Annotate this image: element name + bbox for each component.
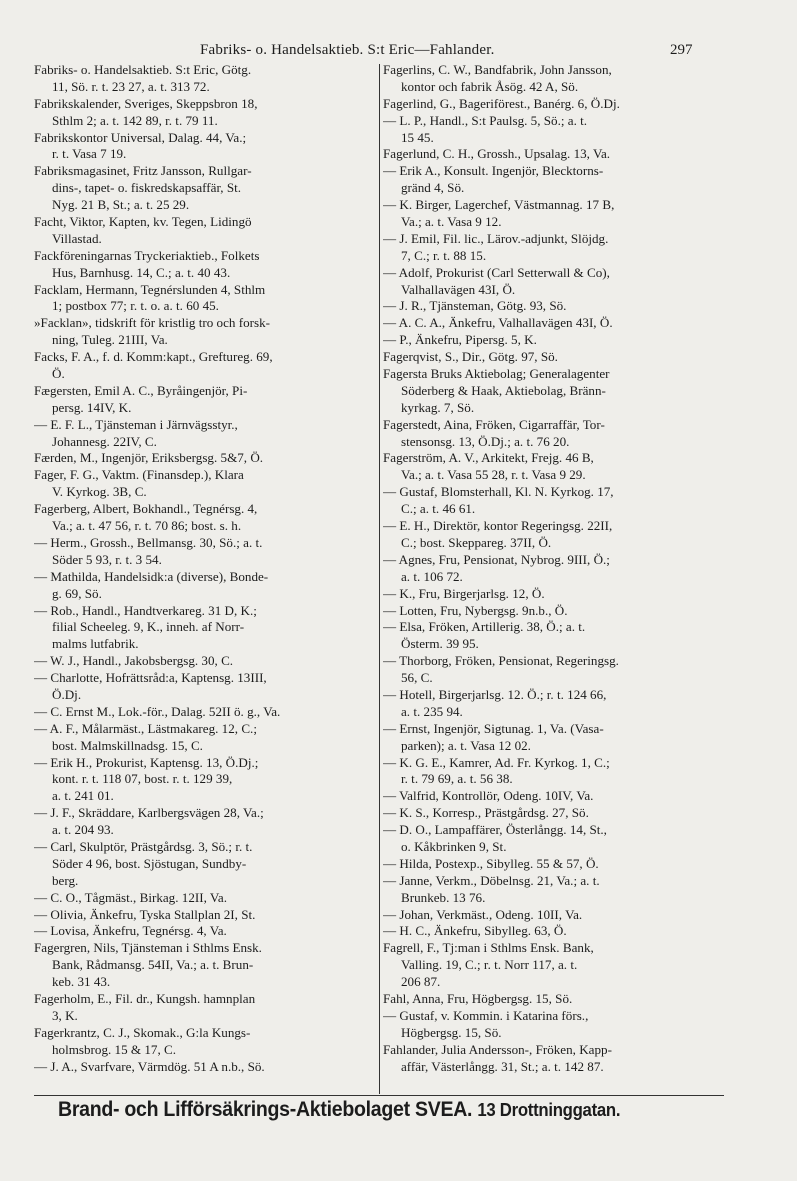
directory-line: 3, K. <box>52 1007 78 1023</box>
directory-line: Valhallavägen 43I, Ö. <box>401 281 516 297</box>
directory-line: — L. P., Handl., S:t Paulsg. 5, Sö.; a. t. <box>383 112 588 128</box>
directory-line: Fagerqvist, S., Dir., Götg. 97, Sö. <box>383 349 558 365</box>
directory-line: 15 45. <box>401 129 434 145</box>
directory-line: Ö.Dj. <box>52 686 82 702</box>
running-header <box>0 38 797 62</box>
directory-line: — H. C., Änkefru, Sibylleg. 63, Ö. <box>383 923 567 939</box>
directory-line: Facht, Viktor, Kapten, kv. Tegen, Lidingö <box>34 214 252 230</box>
directory-line: stensonsg. 13, Ö.Dj.; a. t. 76 20. <box>401 433 570 449</box>
directory-line: — Mathilda, Handelsidk:a (diverse), Bonde- <box>34 568 269 584</box>
directory-line: o. Kåkbrinken 9, St. <box>401 838 507 854</box>
directory-line: Fagerkrantz, C. J., Skomak., G:la Kungs- <box>34 1024 251 1040</box>
directory-line: r. t. Vasa 7 19. <box>52 146 127 162</box>
directory-line: — Hotell, Birgerjarlsg. 12. Ö.; r. t. 124 66, <box>383 686 607 702</box>
directory-line: Va.; a. t. Vasa 55 28, r. t. Vasa 9 29. <box>401 467 586 483</box>
directory-line: Fagerlind, G., Bageriförest., Banérg. 6, Ö.Dj. <box>383 95 620 111</box>
directory-line: C.; bost. Skeppareg. 37II, Ö. <box>401 534 552 550</box>
directory-line: — P., Änkefru, Pipersg. 5, K. <box>383 332 537 348</box>
directory-line: Fahlander, Julia Andersson-, Fröken, Kapp- <box>383 1041 612 1057</box>
directory-line: — Hilda, Postexp., Sibylleg. 55 & 57, Ö. <box>383 855 599 871</box>
directory-line: Fagergren, Nils, Tjänsteman i Sthlms Ensk. <box>34 940 262 956</box>
directory-line: a. t. 204 93. <box>52 822 114 838</box>
directory-line: Villastad. <box>52 230 102 246</box>
directory-line: — C. Ernst M., Lok.-för., Dalag. 52II ö. g., Va. <box>34 703 281 719</box>
directory-line: Bank, Rådmansg. 54II, Va.; a. t. Brun- <box>52 957 254 973</box>
directory-line: — Valfrid, Kontrollör, Odeng. 10IV, Va. <box>383 788 594 804</box>
directory-line: gränd 4, Sö. <box>401 180 465 196</box>
directory-line: Högbergsg. 15, Sö. <box>401 1024 502 1040</box>
directory-line: Nyg. 21 B, St.; a. t. 25 29. <box>52 197 190 213</box>
right-column <box>383 62 783 1075</box>
directory-line: Fagerstedt, Aina, Fröken, Cigarraffär, Tor- <box>383 416 605 432</box>
directory-line: a. t. 235 94. <box>401 703 463 719</box>
directory-line: — J. F., Skräddare, Karlbergsvägen 28, Va.; <box>34 805 264 821</box>
directory-line: — Erik H., Prokurist, Kaptensg. 13, Ö.Dj.; <box>34 754 259 770</box>
column-divider <box>379 64 380 1094</box>
directory-line: keb. 31 43. <box>52 974 111 990</box>
directory-line: Fabriksmagasinet, Fritz Jansson, Rullgar- <box>34 163 252 179</box>
directory-line: — Gustaf, Blomsterhall, Kl. N. Kyrkog. 17, <box>383 484 614 500</box>
directory-line: a. t. 241 01. <box>52 788 114 804</box>
directory-line: — Charlotte, Hofrättsråd:a, Kaptensg. 13III, <box>34 670 267 686</box>
directory-line: r. t. 79 69, a. t. 56 38. <box>401 771 513 787</box>
directory-line: Facklam, Hermann, Tegnérslunden 4, Sthlm <box>34 281 266 297</box>
directory-line: Fabriks- o. Handelsaktieb. S:t Eric, Götg. <box>34 62 252 77</box>
directory-line: — K. S., Korresp., Prästgårdsg. 27, Sö. <box>383 805 589 821</box>
directory-line: Fagerberg, Albert, Bokhandl., Tegnérsg. 4, <box>34 501 258 517</box>
directory-line: — Agnes, Fru, Pensionat, Nybrog. 9III, Ö.; <box>383 551 610 567</box>
directory-line: g. 69, Sö. <box>52 585 102 601</box>
directory-line: — Elsa, Fröken, Artillerig. 38, Ö.; a. t. <box>383 619 586 635</box>
footer-rule <box>34 1095 724 1096</box>
directory-line: — K., Fru, Birgerjarlsg. 12, Ö. <box>383 585 545 601</box>
directory-line: Va.; a. t. Vasa 9 12. <box>401 214 502 230</box>
directory-line: Fagersta Bruks Aktiebolag; Generalagenter <box>383 366 610 382</box>
directory-line: — Lovisa, Änkefru, Tegnérsg. 4, Va. <box>34 923 227 939</box>
ad-address: 13 Drottninggatan. <box>477 1100 621 1120</box>
directory-line: filial Scheeleg. 9, K., inneh. af Norr- <box>52 619 245 635</box>
directory-line: — Lotten, Fru, Nybergsg. 9n.b., Ö. <box>383 602 568 618</box>
directory-line: 206 87. <box>401 974 441 990</box>
left-column <box>34 62 379 1075</box>
directory-line: Fabrikskontor Universal, Dalag. 44, Va.; <box>34 129 247 145</box>
directory-line: — E. H., Direktör, kontor Regeringsg. 22II, <box>383 518 613 534</box>
directory-line: Fagerström, A. V., Arkitekt, Frejg. 46 B, <box>383 450 594 466</box>
directory-line: Fackföreningarnas Tryckeriaktieb., Folkets <box>34 247 260 263</box>
directory-line: — J. A., Svarfvare, Värmdög. 51 A n.b., Sö. <box>34 1058 265 1074</box>
directory-line: Söder 5 93, r. t. 3 54. <box>52 551 162 567</box>
directory-line: »Facklan», tidskrift för kristlig tro och forsk- <box>34 315 271 331</box>
directory-line: a. t. 106 72. <box>401 568 463 584</box>
directory-line: — Olivia, Änkefru, Tyska Stallplan 2I, St. <box>34 906 256 922</box>
directory-line: Fagerholm, E., Fil. dr., Kungsh. hamnplan <box>34 990 256 1006</box>
directory-line: — Erik A., Konsult. Ingenjör, Blecktorns- <box>383 163 604 179</box>
directory-line: Hus, Barnhusg. 14, C.; a. t. 40 43. <box>52 264 231 280</box>
directory-line: Fægersten, Emil A. C., Byråingenjör, Pi- <box>34 382 248 398</box>
directory-line: — Janne, Verkm., Döbelnsg. 21, Va.; a. t. <box>383 872 600 888</box>
directory-line: Fabrikskalender, Sveriges, Skeppsbron 18, <box>34 95 258 111</box>
directory-line: — Johan, Verkmäst., Odeng. 10II, Va. <box>383 906 583 922</box>
directory-line: holmsbrog. 15 & 17, C. <box>52 1041 177 1057</box>
directory-line: — Ernst, Ingenjör, Sigtunag. 1, Va. (Vasa- <box>383 720 604 736</box>
directory-line: — Herm., Grossh., Bellmansg. 30, Sö.; a. t. <box>34 534 263 550</box>
directory-line: kontor och fabrik Åsög. 42 A, Sö. <box>401 78 579 94</box>
directory-line: — Adolf, Prokurist (Carl Setterwall & Co), <box>383 264 610 280</box>
directory-line: — K. Birger, Lagerchef, Västmannag. 17 B, <box>383 197 615 213</box>
directory-line: Va.; a. t. 47 56, r. t. 70 86; bost. s. h. <box>52 518 242 534</box>
directory-line: 7, C.; r. t. 88 15. <box>401 247 487 263</box>
directory-line: Fagerlins, C. W., Bandfabrik, John Jansson, <box>383 62 612 77</box>
directory-line: — A. F., Målarmäst., Lästmakareg. 12, C.; <box>34 720 257 736</box>
directory-line: — W. J., Handl., Jakobsbergsg. 30, C. <box>34 653 234 669</box>
directory-line: Færden, M., Ingenjör, Eriksbergsg. 5&7, Ö. <box>34 450 264 466</box>
directory-line: — J. Emil, Fil. lic., Lärov.-adjunkt, Slöjdg. <box>383 230 609 246</box>
directory-line: — E. F. L., Tjänsteman i Järnvägsstyr., <box>34 416 238 432</box>
directory-line: Johannesg. 22IV, C. <box>52 433 157 449</box>
directory-line: 11, Sö. r. t. 23 27, a. t. 313 72. <box>52 78 210 94</box>
directory-line: dins-, tapet- o. fiskredskapsaffär, St. <box>52 180 242 196</box>
directory-line: — Gustaf, v. Kommin. i Katarina förs., <box>383 1007 589 1023</box>
directory-line: — Carl, Skulptör, Prästgårdsg. 3, Sö.; r. t. <box>34 838 253 854</box>
ad-company-name: Brand- och Lifförsäkrings-Aktiebolaget SVEA. <box>58 1098 473 1121</box>
directory-line: Brunkeb. 13 76. <box>401 889 486 905</box>
directory-line: Sthlm 2; a. t. 142 89, r. t. 79 11. <box>52 112 218 128</box>
directory-line: — Thorborg, Fröken, Pensionat, Regeringsg. <box>383 653 619 669</box>
directory-line: V. Kyrkog. 3B, C. <box>52 484 147 500</box>
directory-line: Söderberg & Haak, Aktiebolag, Bränn- <box>401 382 606 398</box>
directory-line: — C. O., Tågmäst., Birkag. 12II, Va. <box>34 889 227 905</box>
directory-line: Fagrell, F., Tj:man i Sthlms Ensk. Bank, <box>383 940 594 956</box>
directory-line: Fagerlund, C. H., Grossh., Upsalag. 13, Va. <box>383 146 611 162</box>
directory-line: persg. 14IV, K. <box>52 399 132 415</box>
directory-line: — J. R., Tjänsteman, Götg. 93, Sö. <box>383 298 567 314</box>
directory-line: Facks, F. A., f. d. Komm:kapt., Greftureg. 69, <box>34 349 273 365</box>
directory-line: Söder 4 96, bost. Sjöstugan, Sundby- <box>52 855 247 871</box>
directory-line: parken); a. t. Vasa 12 02. <box>401 737 531 753</box>
page-number: 297 <box>670 42 693 58</box>
directory-line: C.; a. t. 46 61. <box>401 501 476 517</box>
directory-line: bost. Malmskillnadsg. 15, C. <box>52 737 203 753</box>
directory-line: — K. G. E., Kamrer, Ad. Fr. Kyrkog. 1, C.; <box>383 754 610 770</box>
directory-line: Österm. 39 95. <box>401 636 479 652</box>
directory-line: — Rob., Handl., Handtverkareg. 31 D, K.; <box>34 602 257 618</box>
directory-line: malms lutfabrik. <box>52 636 139 652</box>
running-title: Fabriks- o. Handelsaktieb. S:t Eric—Fahlander. <box>200 42 495 58</box>
footer-advertisement <box>58 1098 620 1122</box>
directory-line: Valling. 19, C.; r. t. Norr 117, a. t. <box>401 957 578 973</box>
directory-line: — A. C. A., Änkefru, Valhallavägen 43I, Ö. <box>383 315 613 331</box>
directory-line: Fahl, Anna, Fru, Högbergsg. 15, Sö. <box>383 990 573 1006</box>
directory-line: berg. <box>52 872 79 888</box>
directory-line: 1; postbox 77; r. t. o. a. t. 60 45. <box>52 298 219 314</box>
directory-line: kont. r. t. 118 07, bost. r. t. 129 39, <box>52 771 233 787</box>
directory-line: — D. O., Lampaffärer, Österlångg. 14, St., <box>383 822 607 838</box>
directory-line: Fager, F. G., Vaktm. (Finansdep.), Klara <box>34 467 244 483</box>
directory-line: 56, C. <box>401 670 433 686</box>
directory-line: kyrkag. 7, Sö. <box>401 399 475 415</box>
directory-line: affär, Västerlångg. 31, St.; a. t. 142 87. <box>401 1058 604 1074</box>
directory-line: Ö. <box>52 366 65 382</box>
directory-line: ning, Tuleg. 21III, Va. <box>52 332 168 348</box>
